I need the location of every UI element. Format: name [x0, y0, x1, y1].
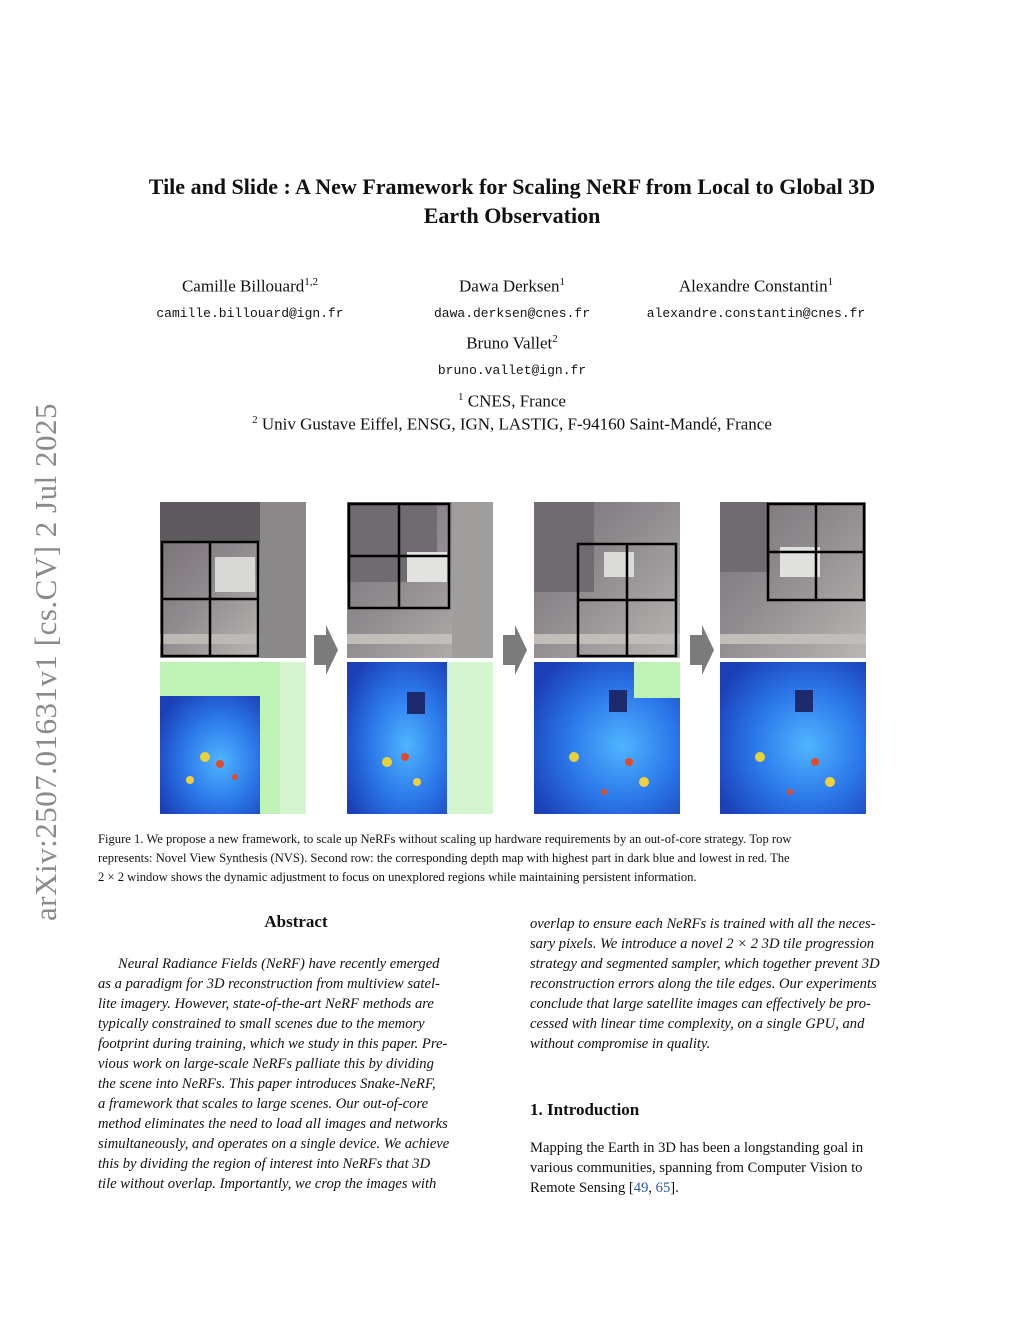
abstract-line: conclude that large satellite images can effectively be pro-	[530, 996, 871, 1012]
intro-line-last	[530, 1178, 926, 1198]
author-name: Bruno Vallet	[466, 333, 553, 353]
nvs-image-step-2	[347, 502, 493, 658]
author-constantin	[620, 272, 892, 321]
right-column	[530, 914, 926, 1198]
affiliation-sup: 2	[252, 414, 258, 426]
caption-line-2: represents: Novel View Synthesis (NVS). Second row: the corresponding depth map with highest part in dark blue and lowest in red. The	[98, 851, 790, 865]
caption-line-3: 2 × 2 window shows the dynamic adjustment to focus on unexplored regions while maintaining persistent information.	[98, 870, 697, 884]
affiliation-text: CNES, France	[467, 391, 566, 411]
abstract-line: tile without overlap. Importantly, we crop the images with	[98, 1176, 437, 1192]
abstract-line: sary pixels. We introduce a novel 2 × 2 3D tile progression	[530, 936, 875, 952]
abstract-line: a framework that scales to large scenes. Our out-of-core	[98, 1096, 429, 1112]
abstract-line: reconstruction errors along the tile edges. Our experiments	[530, 976, 877, 992]
abstract-line: cessed with linear time complexity, on a single GPU, and	[530, 1016, 865, 1032]
title-line-2: Earth Observation	[423, 203, 601, 228]
depth-map-step-2	[347, 662, 493, 814]
abstract-line: simultaneously, and operates on a single device. We achieve	[98, 1136, 450, 1152]
author-email: bruno.vallet@ign.fr	[437, 362, 587, 378]
author-vallet	[384, 329, 640, 378]
abstract-text-right	[530, 914, 926, 1054]
depth-map-step-4	[720, 662, 866, 814]
introduction-heading: 1. Introduction	[530, 1100, 640, 1119]
citation-link-49[interactable]: 49	[633, 1180, 649, 1196]
citation-separator: ,	[648, 1180, 656, 1196]
intro-text: ].	[670, 1180, 679, 1196]
left-column	[98, 912, 494, 1194]
nvs-image-step-1	[160, 502, 306, 658]
author-name: Camille Billouard	[181, 276, 305, 296]
abstract-line: Neural Radiance Fields (NeRF) have recently emerged	[118, 956, 440, 972]
abstract-line: vious work on large-scale NeRFs palliate this by dividing	[98, 1056, 434, 1072]
author-affil-sup: 2	[552, 333, 558, 345]
author-name: Dawa Derksen	[458, 276, 560, 296]
affiliation-sup: 1	[458, 391, 464, 403]
arxiv-identifier: arXiv:2507.01631v1 [cs.CV] 2 Jul 2025	[28, 403, 63, 921]
introduction-text	[530, 1138, 926, 1198]
abstract-line: this by dividing the region of interest into NeRFs that 3D	[98, 1156, 431, 1172]
affiliation-2	[100, 408, 924, 437]
author-email: dawa.derksen@cnes.fr	[433, 305, 591, 321]
abstract-heading: Abstract	[264, 912, 328, 931]
nvs-image-step-3	[534, 502, 680, 658]
author-email: alexandre.constantin@cnes.fr	[646, 305, 866, 321]
abstract-line: footprint during training, which we study in this paper. Pre-	[98, 1036, 448, 1052]
title-line-1: Tile and Slide : A New Framework for Scaling NeRF from Local to Global 3D	[148, 174, 876, 199]
paper-title	[100, 172, 924, 230]
abstract-line: typically constrained to small scenes due to the memory	[98, 1016, 425, 1032]
abstract-line: the scene into NeRFs. This paper introduces Snake-NeRF,	[98, 1076, 436, 1092]
author-billouard	[130, 272, 370, 321]
affiliation-text: Univ Gustave Eiffel, ENSG, IGN, LASTIG, F-94160 Saint-Mandé, France	[261, 414, 772, 434]
abstract-line: overlap to ensure each NeRFs is trained with all the neces-	[530, 916, 876, 932]
figure-caption	[98, 830, 926, 887]
nvs-image-step-4	[720, 502, 866, 658]
abstract-line: strategy and segmented sampler, which together prevent 3D	[530, 956, 880, 972]
depth-map-step-1	[160, 662, 306, 814]
intro-line: Mapping the Earth in 3D has been a longstanding goal in	[530, 1140, 864, 1156]
abstract-text-left	[98, 954, 494, 1194]
abstract-line: without compromise in quality.	[530, 1036, 711, 1052]
arrow-right-icon	[503, 625, 527, 675]
author-email: camille.billouard@ign.fr	[156, 305, 344, 321]
intro-line: various communities, spanning from Computer Vision to	[530, 1160, 863, 1176]
abstract-line: as a paradigm for 3D reconstruction from multiview satel-	[98, 976, 440, 992]
author-name: Alexandre Constantin	[678, 276, 828, 296]
citation-link-65[interactable]: 65	[655, 1180, 671, 1196]
author-affil-sup: 1	[827, 276, 834, 288]
intro-text: Remote Sensing [	[530, 1180, 634, 1196]
author-derksen	[384, 272, 640, 321]
abstract-line: lite imagery. However, state-of-the-art NeRF methods are	[98, 996, 434, 1012]
arrow-right-icon	[690, 625, 714, 675]
caption-line-1: Figure 1. We propose a new framework, to scale up NeRFs without scaling up hardware requirements by an out-of-core strategy. Top row	[98, 832, 792, 846]
author-affil-sup: 1	[559, 276, 566, 288]
abstract-line: method eliminates the need to load all images and networks	[98, 1116, 448, 1132]
author-affil-sup: 1,2	[304, 276, 319, 288]
arrow-right-icon	[314, 625, 338, 675]
depth-map-step-3	[534, 662, 680, 814]
